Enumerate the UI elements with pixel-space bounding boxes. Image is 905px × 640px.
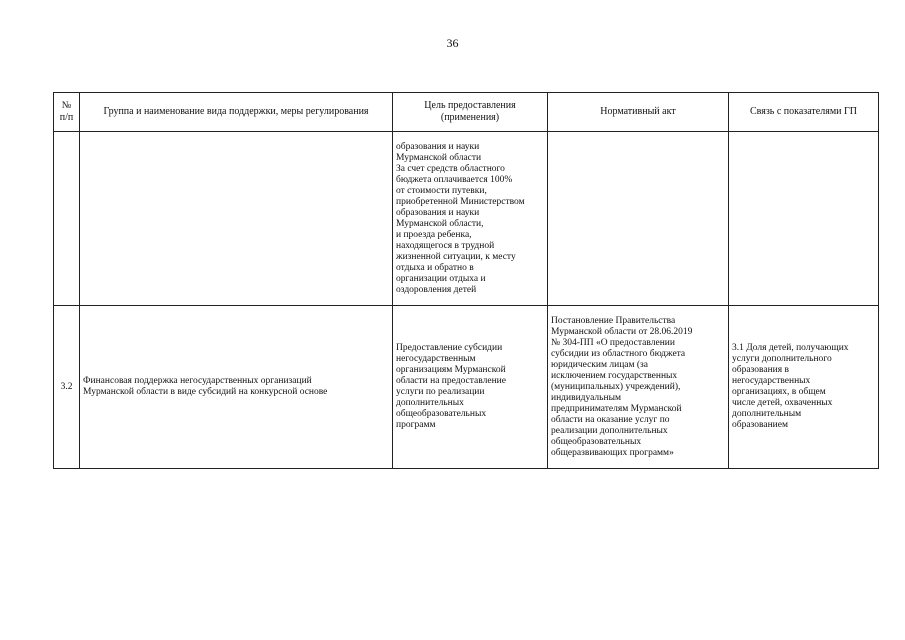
cell-purpose: образования и науки Мурманской области За счет средств областного бюджета оплачивается 100% от стоимости путевки, приобретенной Министерством образования и науки Мурманской области, и проезда ребенка, находящегося в трудной жизненной ситуации, к месту отдыха и обратно в организации отдыха и оздоровления детей [393,132,548,306]
cell-act: Постановление Правительства Мурманской области от 28.06.2019 № 304-ПП «О предоставлении субсидии из областного бюджета юридическим лицам (за исключением государственных (муниципальных) учреждений), индивидуальным предпринимателям Мурманской области на оказание услуг по реализации дополнительных общеобразовательных общеразвивающих программ» [548,306,729,469]
cell-purpose: Предоставление субсидии негосударственным организациям Мурманской области на предоставление услуги по реализации дополнительных общеобразовательных программ [393,306,548,469]
cell-group: Финансовая поддержка негосударственных организаций Мурманской области в виде субсидий на конкурсной основе [80,306,393,469]
table-header-row [54,93,879,132]
header-group: Группа и наименование вида поддержки, меры регулирования [80,93,393,132]
header-num: № п/п [54,93,80,132]
header-link: Связь с показателями ГП [729,93,879,132]
cell-num: 3.2 [54,306,80,469]
cell-link: 3.1 Доля детей, получающих услуги дополнительного образования в негосударственных организациях, в общем числе детей, охваченных дополнительным образованием [729,306,879,469]
header-purpose: Цель предоставления (применения) [393,93,548,132]
table-row-3-2 [54,306,879,469]
header-act: Нормативный акт [548,93,729,132]
support-measures-table [53,92,879,469]
table-row-continuation [54,132,879,306]
cell-act [548,132,729,306]
cell-group [80,132,393,306]
cell-link [729,132,879,306]
cell-num [54,132,80,306]
page-number: 36 [446,36,459,50]
